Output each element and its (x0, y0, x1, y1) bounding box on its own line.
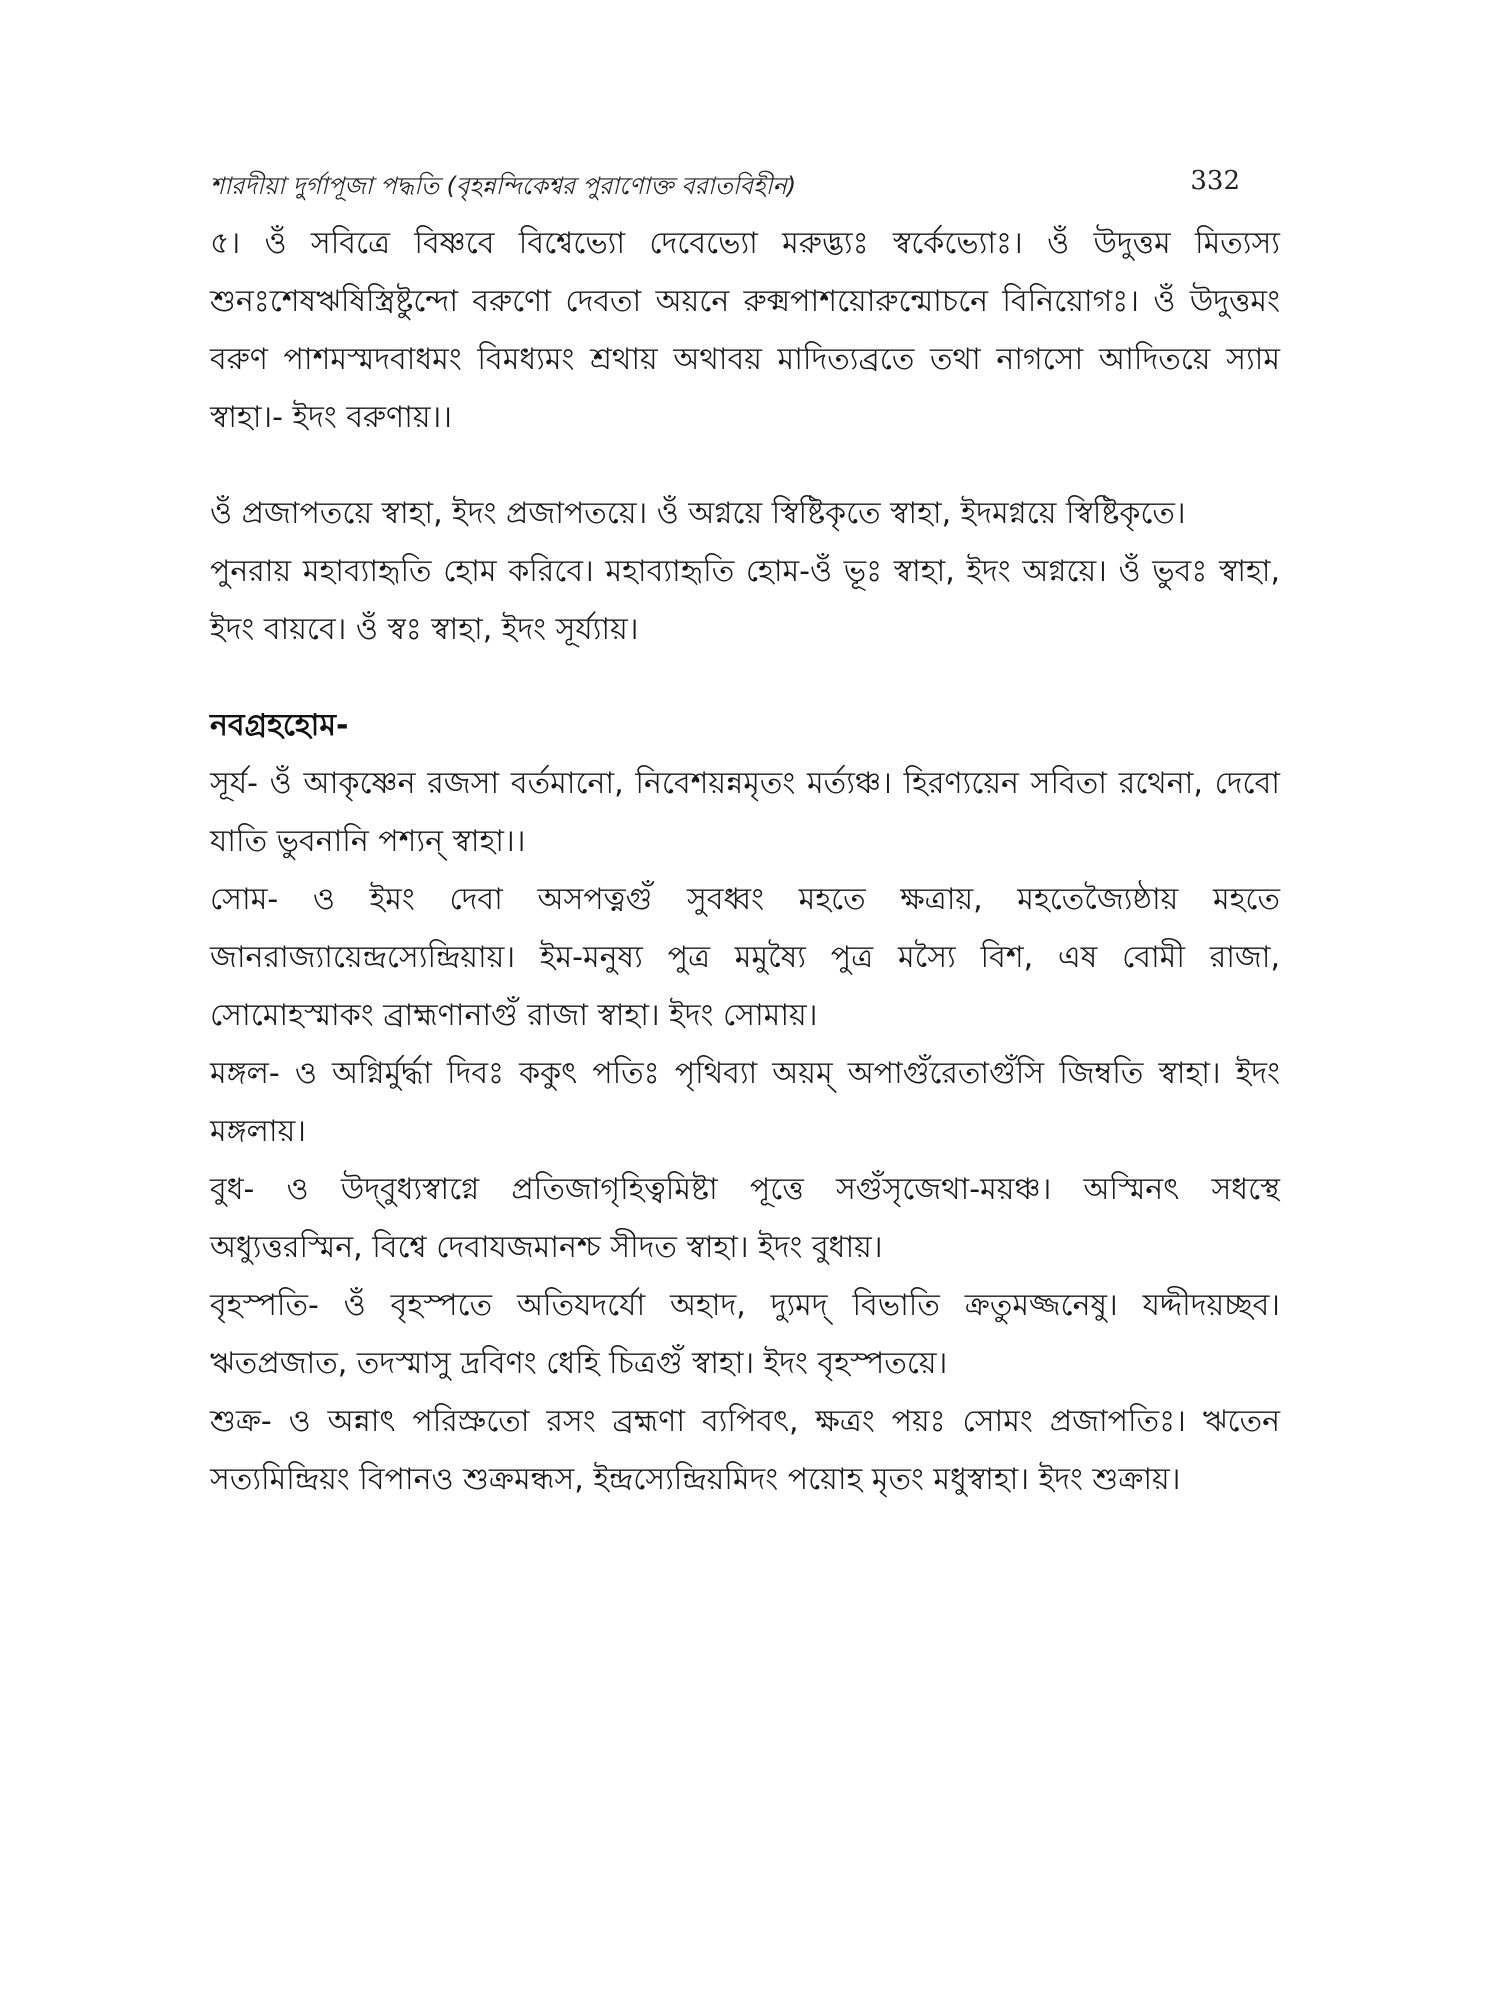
paragraph-mangal: মঙ্গল- ও অগ্নির্মুর্দ্ধা দিবঃ ককুৎ পতিঃ পৃথিব্যা অয়ম্ অপাগুঁরেতাগুঁসি জিম্বতি স্বাহা। ইদং মঙ্গলায়। (210, 1056, 1280, 1149)
paragraph-mahavyahriti: পুনরায় মহাব্যাহৃতি হোম করিবে। মহাব্যাহৃতি হোম-ওঁ ভূঃ স্বাহা, ইদং অগ্নয়ে। ওঁ ভুবঃ স্বাহা, ইদং বায়বে। ওঁ স্বঃ স্বাহা, ইদং সূর্য্যায়। (210, 554, 1280, 647)
header-title: শারদীয়া দুর্গাপূজা পদ্ধতি (বৃহন্নন্দিকেশ্বর পুরাণোক্ত বরাতবিহীন) (210, 172, 797, 200)
paragraph-surya: সূর্য- ওঁ আকৃষ্ণেন রজসা বর্তমানো, নিবেশয়ন্নমৃতং মর্ত্যঞ্চ। হিরণ্যয়েন সবিতা রথেনা, দেবো যাতি ভুবনানি পশ্যন্ স্বাহা।। (210, 766, 1280, 859)
running-header (210, 160, 1240, 210)
paragraph-prajapati: ওঁ প্রজাপতয়ে স্বাহা, ইদং প্রজাপতয়ে। ওঁ অগ্নয়ে স্বিষ্টিকৃতে স্বাহা, ইদমগ্নয়ে স্বিষ্টিকৃতে। (210, 496, 1186, 531)
page-number: 332 (1190, 166, 1240, 196)
paragraph-brihaspati: বৃহস্পতি- ওঁ বৃহস্পতে অতিযদর্যো অহাদ, দ্যুমদ্ বিভাতি ক্রতুমজ্জনেষু। যদ্দীদয়চ্ছব। ঋতপ্রজাত, তদস্মাসু দ্রবিণং ধেহি চিত্রগুঁ স্বাহা। ইদং বৃহস্পতয়ে। (210, 1288, 1280, 1381)
paragraph-shukra: শুক্র- ও অন্নাৎ পরিস্রুতো রসং ব্রহ্মণা ব্যপিবৎ, ক্ষত্রং পয়ঃ সোমং প্রজাপতিঃ। ঋতেন সত্যমিন্দ্রিয়ং বিপানও শুক্রমন্ধস, ইন্দ্রস্যেন্দ্রিয়মিদং পয়োহ মৃতং মধুস্বাহা। ইদং শুক্রায়। (210, 1404, 1280, 1497)
spacer (210, 659, 1280, 697)
page-content (210, 215, 1280, 1509)
paragraph-budh: বুধ- ও উদ্‌বুধ্যস্বাগ্নে প্রতিজাগৃহিত্বমিষ্টা পূত্তে সগুঁসৃজেথা-ময়ঞ্চ। অস্মিনৎ সধস্থে অধ্যুত্তরস্মিন, বিশ্বে দেবাযজমানশ্চ সীদত স্বাহা। ইদং বুধায়। (210, 1172, 1280, 1265)
section-heading-navagraha: নবগ্রহহোম- (210, 708, 349, 743)
paragraph-varuna: ৫। ওঁ সবিত্রে বিষ্ণবে বিশ্বেভ্যো দেবেভ্যো মরুদ্ভ্যঃ স্বর্কেভ্যোঃ। ওঁ উদুত্তম মিত্যস্য শুনঃশেষঋষিস্ত্রিষ্টুন্দো বরুণো দেবতা অয়নে রুক্মপাশয়োরুন্মোচনে বিনিয়োগঃ। ওঁ উদুত্তমং বরুণ পাশমস্মদবাধমং বিমধ্যমং শ্রথায় অথাবয় মাদিত্যব্রতে তথা নাগসো আদিতয়ে স্যাম স্বাহা।- ইদং বরুণায়।। (210, 226, 1280, 435)
paragraph-soma: সোম- ও ইমং দেবা অসপত্নগুঁ সুবধ্বং মহতে ক্ষত্রায়, মহতেজ্যৈষ্ঠায় মহতে জানরাজ্যায়েন্দ্রস্যেন্দ্রিয়ায়। ইম-মনুষ্য পুত্র মমুষ্যৈ পুত্র মস্যৈ বিশ, এষ বোমী রাজা, সোমোহস্মাকং ব্রাহ্মণানাগুঁ রাজা স্বাহা। ইদং সোমায়। (210, 882, 1280, 1033)
spacer (210, 447, 1280, 485)
